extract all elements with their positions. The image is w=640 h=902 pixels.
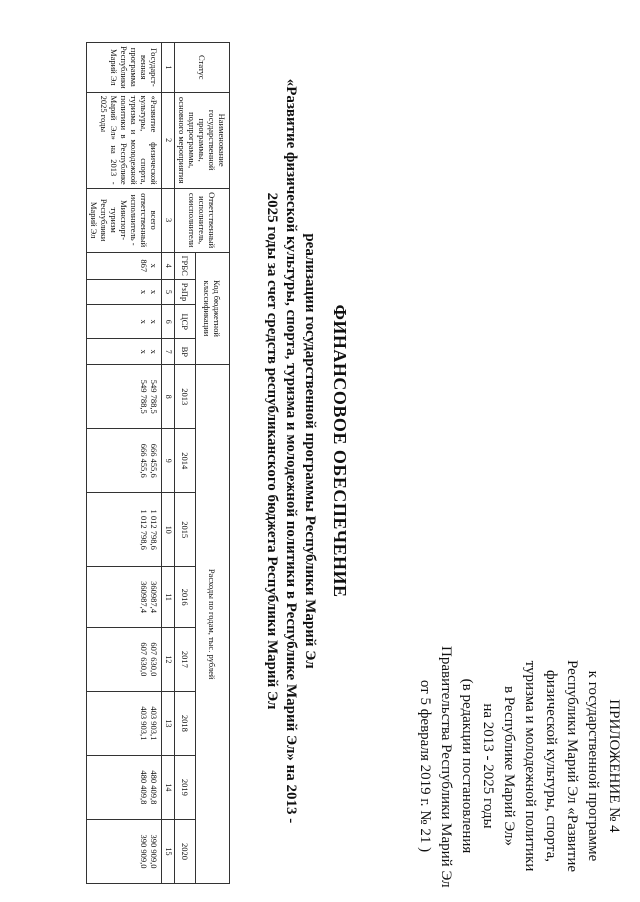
rzpr-cell [87, 279, 162, 304]
appendix-line: (в редакции постановления [459, 678, 475, 854]
amount-total: 666 455,6 [149, 443, 159, 478]
rzpr-value: x [139, 289, 149, 295]
year-header: 2018 [175, 691, 196, 755]
amount-total: 549 788,5 [149, 379, 159, 414]
amount-total: 390 909,0 [149, 834, 159, 869]
value-cell-2014 [87, 429, 162, 493]
amount-executor: 666 455,6 [139, 443, 149, 478]
value-cell-2016 [87, 567, 162, 628]
executor-main: ответственный исполнитель - Минспорт-туризм Республики Марий Эл [89, 193, 149, 248]
amount-total: 480 409,8 [149, 770, 159, 805]
column-index: 8 [162, 365, 175, 429]
year-header: 2017 [175, 627, 196, 691]
status-cell: Государст-венная программа Республики Марий Эл [87, 43, 162, 93]
budget-code-header: Код бюджетной классификации [195, 252, 229, 365]
year-header: 2013 [175, 365, 196, 429]
vr-value: x [139, 349, 149, 354]
amount-total: 360987,4 [149, 581, 159, 613]
appendix-line: на 2013 - 2025 годы [480, 703, 496, 829]
grbs-value: x [149, 263, 159, 268]
year-header: 2019 [175, 755, 196, 819]
grbs-value: 867 [139, 259, 149, 273]
amount-executor: 390 909,0 [139, 834, 149, 869]
appendix-line: Правительства Республики Марий Эл [438, 646, 454, 888]
value-cell-2018 [87, 691, 162, 755]
status-header: Статус [175, 43, 230, 93]
grbs-header: ГРБС [175, 252, 196, 279]
value-cell-2017 [87, 627, 162, 691]
vr-header: ВР [175, 339, 196, 365]
column-index: 10 [162, 493, 175, 567]
column-index: 1 [162, 43, 175, 93]
amount-total: 1 012 798,6 [149, 509, 159, 550]
executor-total: всего [149, 210, 159, 230]
column-index: 5 [162, 279, 175, 304]
appendix-line: туризма и молодежной политики [522, 660, 538, 872]
column-index: 9 [162, 429, 175, 493]
appendix-line: Республики Марий Эл «Развитие [564, 659, 580, 872]
appendix-line: в Республике Марий Эл» [501, 685, 517, 847]
appendix-line: физической культуры, спорта, [543, 670, 559, 862]
value-cell-2020 [87, 819, 162, 883]
page-title: ФИНАНСОВОЕ ОБЕСПЕЧЕНИЕ [330, 304, 350, 598]
appendix-block [414, 646, 624, 886]
amount-executor: 1 012 798,6 [139, 509, 149, 550]
column-index: 6 [162, 305, 175, 339]
subtitle-line: 2025 годы за счет средств республиканского бюджета Республики Марий Эл [264, 192, 280, 710]
column-index: 14 [162, 755, 175, 819]
header-row [195, 43, 229, 884]
subtitle-line: реализации государственной программы Республики Марий Эл [302, 233, 318, 669]
amount-executor: 360987,4 [139, 581, 149, 613]
csr-header: ЦСР [175, 305, 196, 339]
year-header: 2015 [175, 493, 196, 567]
subtitle-line: «Развитие физической культуры, спорта, туризма и молодежной политики в Республике Марий Эл» на 2013 - [283, 78, 299, 824]
value-cell-2015 [87, 493, 162, 567]
value-cell-2019 [87, 755, 162, 819]
year-header: 2016 [175, 567, 196, 628]
expenses-header: Расходы по годам, тыс. рублей [195, 365, 229, 884]
column-index: 11 [162, 567, 175, 628]
appendix-line: от 5 февраля 2019 г. № 21 ) [417, 679, 433, 853]
table-row [87, 43, 162, 884]
name-header: Наименование государственной программы, подпрограммы, основного мероприятия [175, 92, 230, 188]
amount-executor: 607 630,0 [139, 642, 149, 677]
column-index: 12 [162, 627, 175, 691]
csr-value: x [139, 319, 149, 324]
amount-total: 607 630,0 [149, 642, 159, 677]
amount-executor: 403 903,1 [139, 706, 149, 741]
column-index: 15 [162, 819, 175, 883]
amount-total: 403 903,1 [149, 706, 159, 741]
document-heading [262, 40, 350, 862]
program-name-cell: «Развитие физической культуры, спорта, туризма и молодежной политики в Республике Марий Эл» на 2013 - 2025 годы [87, 92, 162, 188]
year-header: 2014 [175, 429, 196, 493]
amount-executor: 480 409,8 [139, 770, 149, 805]
executor-cell [87, 188, 162, 252]
column-index: 4 [162, 252, 175, 279]
financing-table [86, 42, 230, 884]
column-index: 7 [162, 339, 175, 365]
column-index: 3 [162, 188, 175, 252]
column-index: 2 [162, 92, 175, 188]
value-cell-2013 [87, 365, 162, 429]
column-index: 13 [162, 691, 175, 755]
appendix-line: ПРИЛОЖЕНИЕ № 4 [606, 699, 622, 833]
rzpr-value: x [149, 289, 159, 295]
column-index-row [162, 43, 175, 884]
appendix-line: к государственной программе [585, 670, 601, 862]
rzpr-header: РзПр [175, 279, 196, 304]
csr-value: x [149, 319, 159, 324]
vr-cell [87, 339, 162, 365]
executor-header: Ответственный исполнитель, соисполнители [175, 188, 230, 252]
vr-value: x [149, 349, 159, 354]
amount-executor: 549 788,5 [139, 379, 149, 414]
csr-cell [87, 305, 162, 339]
year-header: 2020 [175, 819, 196, 883]
grbs-cell [87, 252, 162, 279]
